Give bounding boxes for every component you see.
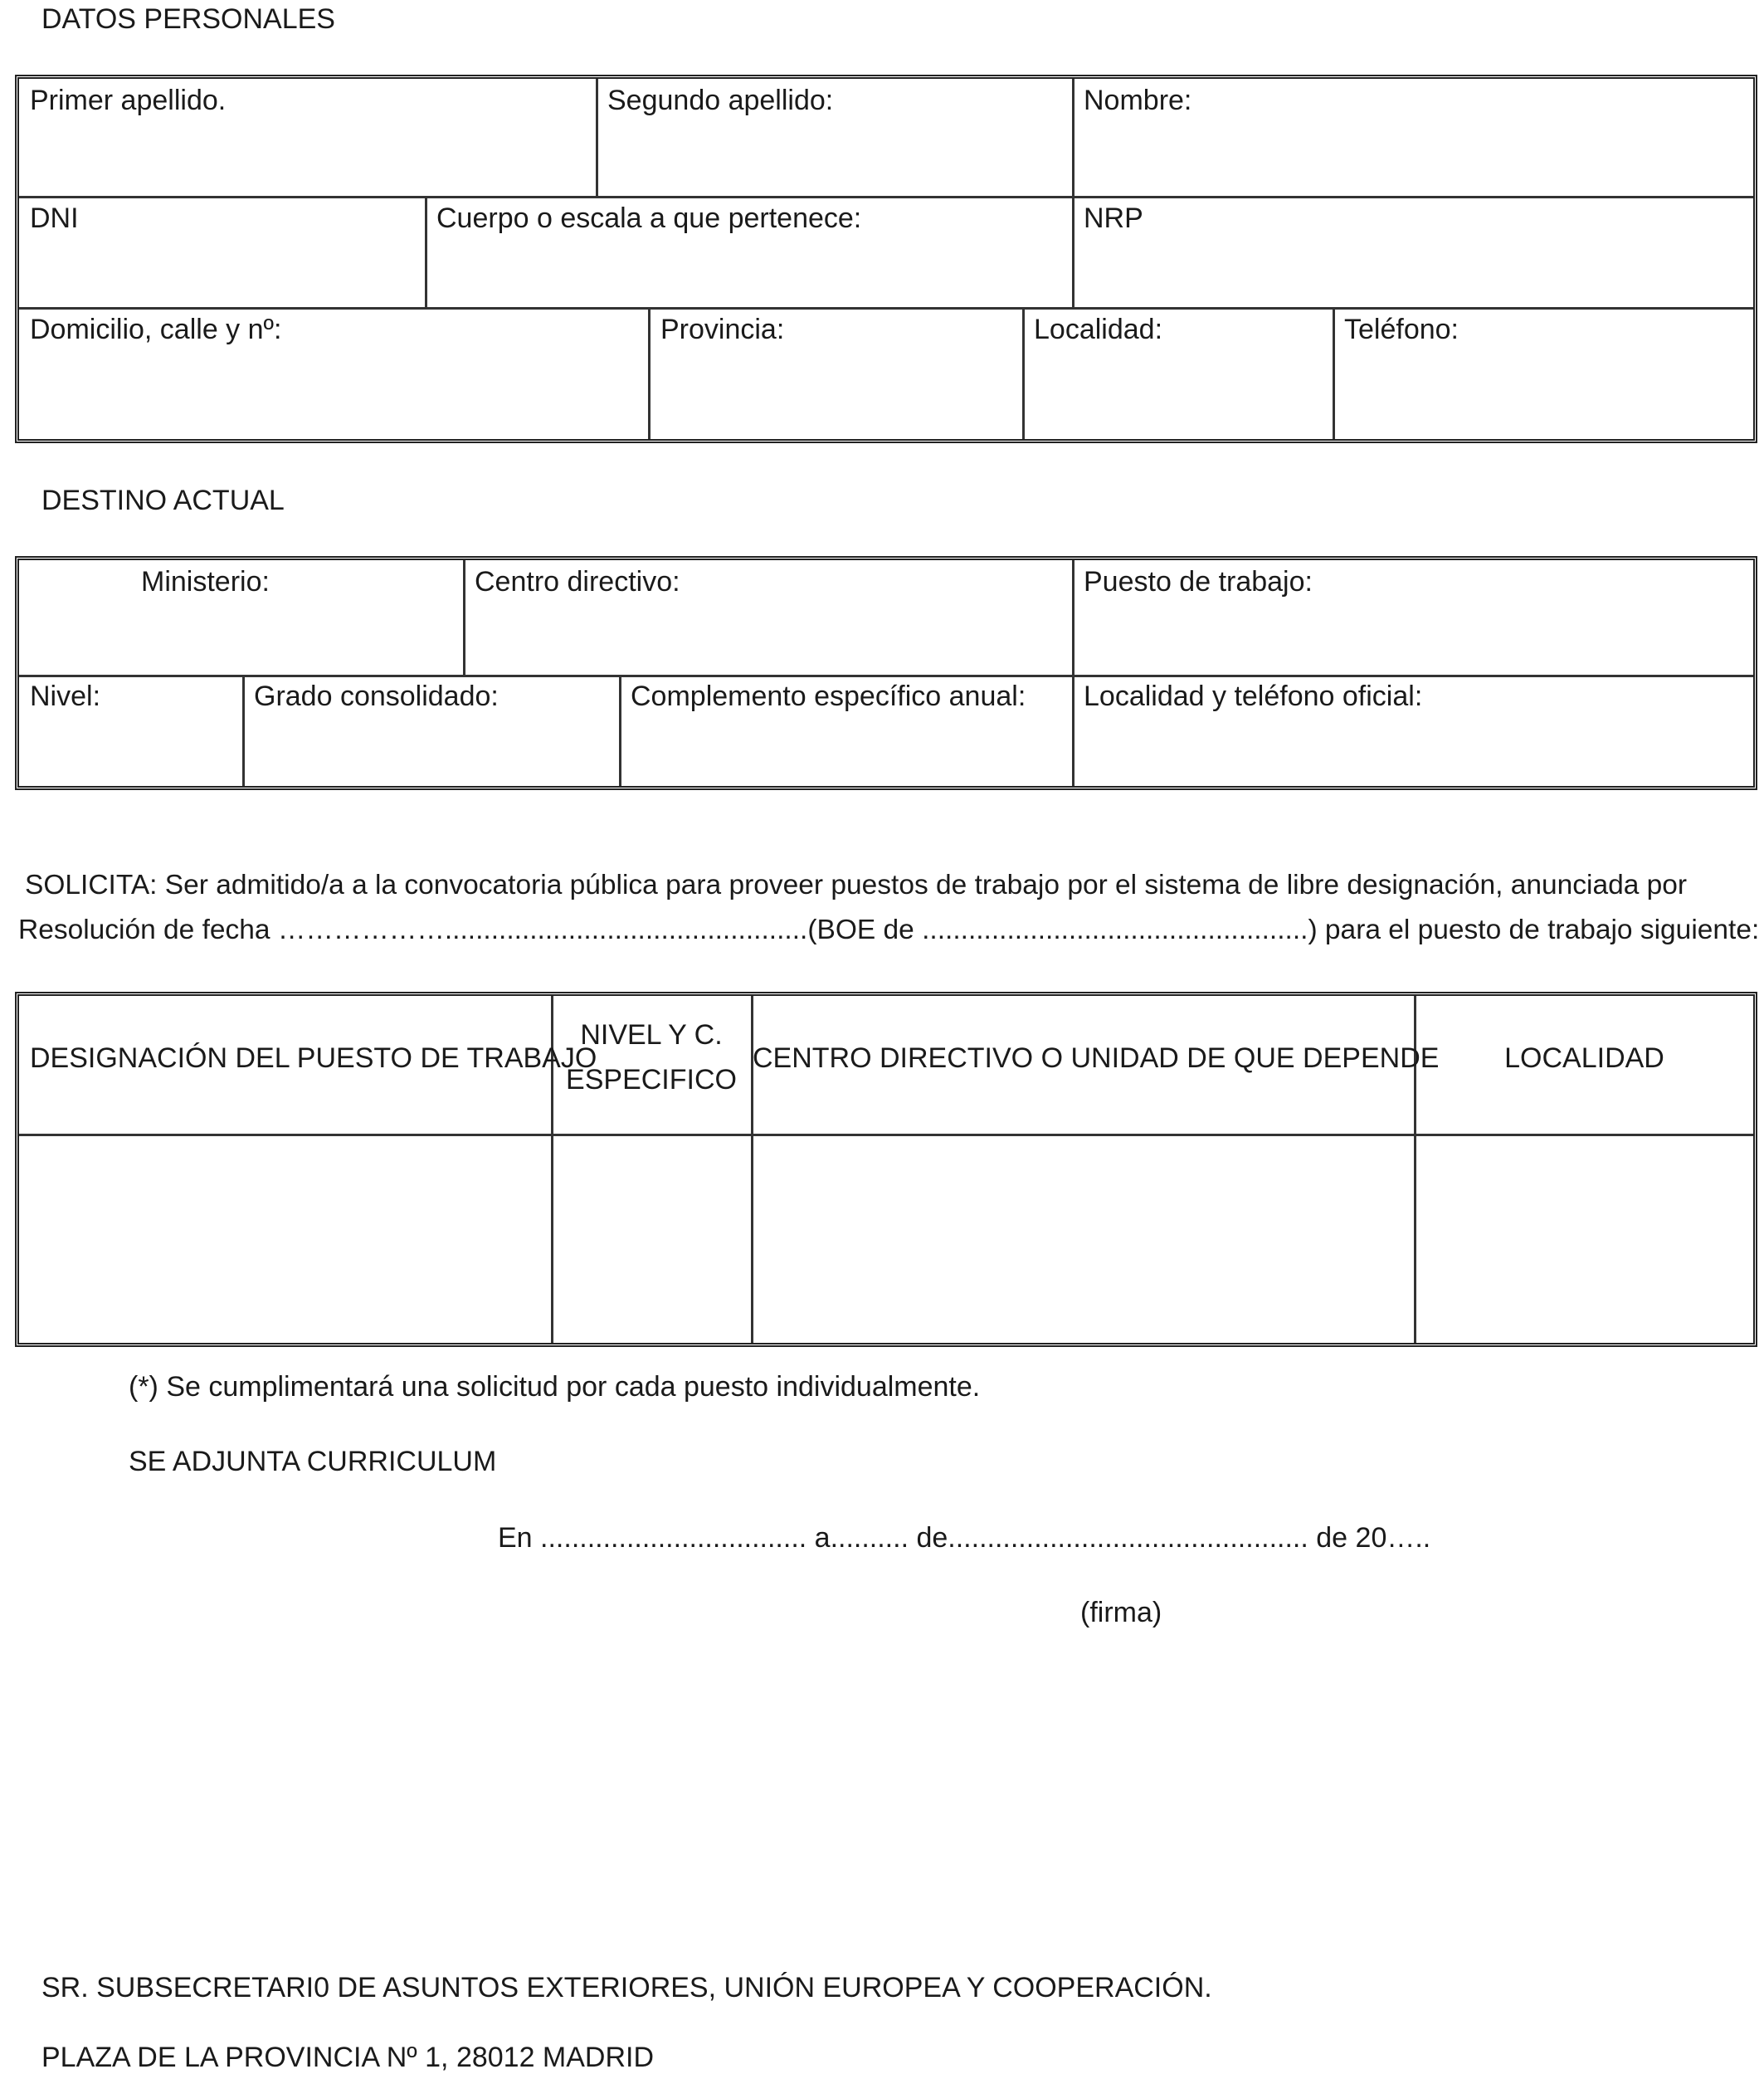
field-nrp[interactable]: NRP	[1084, 203, 1143, 234]
addressee-line-2: PLAZA DE LA PROVINCIA Nº 1, 28012 MADRID	[41, 2042, 655, 2073]
field-localidad[interactable]: Localidad:	[1034, 314, 1163, 345]
input-localidad[interactable]	[1417, 1136, 1753, 1342]
table-divider	[463, 560, 465, 675]
note-attach-cv: SE ADJUNTA CURRICULUM	[129, 1446, 497, 1477]
solicita-line-2: Resolución de fecha ………………...............................................(BOE de ..................................................) para el puesto de trabajo siguiente:	[18, 915, 1760, 945]
field-segundo-apellido[interactable]: Segundo apellido:	[607, 85, 834, 116]
place-date-line[interactable]: En .................................. a.......... de.............................................. de 20…..	[498, 1522, 1431, 1554]
table-divider	[19, 307, 1753, 310]
field-dni[interactable]: DNI	[30, 203, 79, 234]
personal-data-table	[15, 75, 1757, 443]
table-divider	[1072, 79, 1074, 307]
field-nombre[interactable]: Nombre:	[1084, 85, 1192, 116]
table-divider	[619, 675, 621, 786]
table-header-localidad: LOCALIDAD	[1504, 1042, 1664, 1074]
section-title-personal: DATOS PERSONALES	[41, 3, 335, 35]
field-primer-apellido[interactable]: Primer apellido.	[30, 85, 227, 116]
field-domicilio[interactable]: Domicilio, calle y nº:	[30, 314, 282, 345]
field-centro-directivo[interactable]: Centro directivo:	[475, 566, 680, 598]
table-divider	[596, 79, 598, 196]
table-header-nivel: NIVEL Y C.	[580, 1019, 723, 1051]
field-telefono[interactable]: Teléfono:	[1344, 314, 1459, 345]
field-complemento-especifico[interactable]: Complemento específico anual:	[631, 681, 1026, 712]
table-divider	[1022, 307, 1025, 439]
field-grado-consolidado[interactable]: Grado consolidado:	[254, 681, 499, 712]
table-divider	[19, 196, 1753, 198]
destination-table	[15, 556, 1757, 790]
field-provincia[interactable]: Provincia:	[660, 314, 785, 345]
table-header-designacion: DESIGNACIÓN DEL PUESTO DE TRABAJO	[30, 1042, 597, 1074]
table-divider	[242, 675, 245, 786]
table-header-centro: CENTRO DIRECTIVO O UNIDAD DE QUE DEPENDE	[753, 1042, 1440, 1074]
table-divider	[19, 675, 1753, 677]
solicita-line-1: SOLICITA: Ser admitido/a a la convocatoria pública para proveer puestos de trabajo por el sistema de libre designación, anunciada por	[25, 870, 1688, 900]
table-divider	[425, 196, 427, 307]
table-header-especifico: ESPECIFICO	[566, 1064, 737, 1096]
addressee-line-1: SR. SUBSECRETARI0 DE ASUNTOS EXTERIORES, UNIÓN EUROPEA Y COOPERACIÓN.	[41, 1972, 1212, 2003]
note-one-per-post: (*) Se cumplimentará una solicitud por cada puesto individualmente.	[129, 1371, 981, 1403]
signature-label: (firma)	[1080, 1597, 1162, 1628]
field-ministerio[interactable]: Ministerio:	[141, 566, 270, 598]
input-designacion[interactable]	[19, 1136, 550, 1342]
field-puesto-trabajo[interactable]: Puesto de trabajo:	[1084, 566, 1313, 598]
field-localidad-telefono[interactable]: Localidad y teléfono oficial:	[1084, 681, 1423, 712]
table-divider	[1072, 560, 1074, 786]
input-centro-directivo[interactable]	[754, 1136, 1413, 1342]
input-nivel-especifico[interactable]	[554, 1136, 750, 1342]
table-divider	[1333, 307, 1335, 439]
section-title-destination: DESTINO ACTUAL	[41, 485, 285, 516]
field-nivel[interactable]: Nivel:	[30, 681, 101, 712]
table-divider	[648, 307, 651, 439]
field-cuerpo-escala[interactable]: Cuerpo o escala a que pertenece:	[436, 203, 862, 234]
